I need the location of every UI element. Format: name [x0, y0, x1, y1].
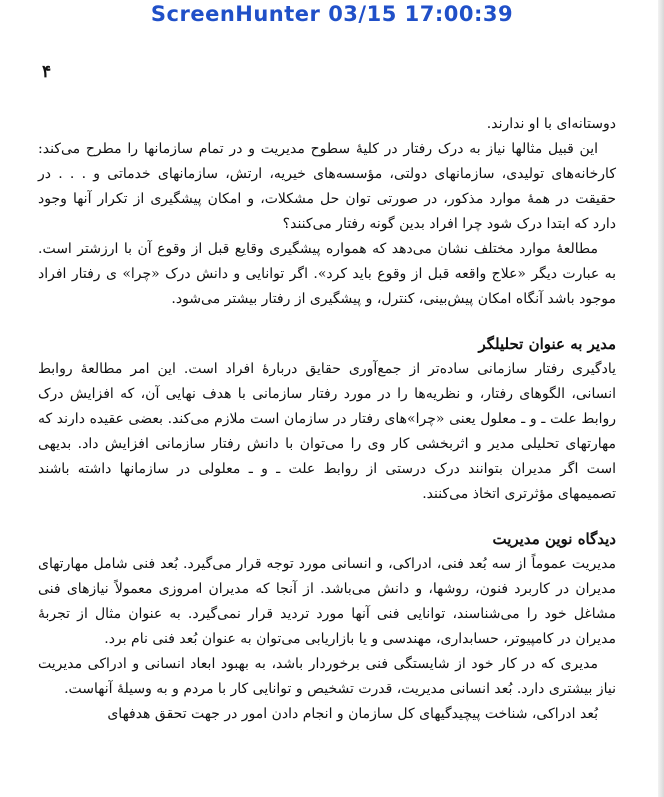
intro-paragraph-3: مطالعهٔ موارد مختلف نشان می‌دهد که همواره پیشگیری وقایع قبل از وقوع آن با ارزشتر است. به عبارت دیگر «علاج واقعه قبل از وقوع باید کرد». اگر توانایی و دانش درک «چرا» ی رفتار افراد موجود باشد آنگاه امکان پیش‌بینی، کنترل، و پیشگیری از رفتار بیشتر می‌شود.	[38, 241, 616, 307]
section-modern-paragraph-1: مدیریت عموماً از سه بُعد فنی، ادراکی، و انسانی مورد توجه قرار می‌گیرد. بُعد فنی شامل مهارتهای مدیران در کاربرد فنون، روشها، و دانش می‌باشد. از آنجا که مدیران امروزی معمولاً نیازهای فنی مشاغل خود را می‌شناسند، توانایی فنی آنها مورد تردید قرار نمی‌گیرد. به عنوان مثال از تجربهٔ مدیران در کامپیوتر، حسابداری، مهندسی و یا بازاریابی می‌توان به عنوان بُعد فنی نام برد.	[38, 556, 616, 647]
page-body	[38, 112, 616, 727]
intro-paragraph-2: این قبیل مثالها نیاز به درک رفتار در کلیهٔ سطوح مدیریت و در تمام سازمانها را مطرح می‌کند: کارخانه‌های تولیدی، سازمانهای دولتی، مؤسسه‌های خیریه، ارتش، سازمانهای خدماتی و . . . در حقیقت در همهٔ موارد مذکور، در صورتی توان حل مشکلات، و امکان پیشگیری از تکرار آنها وجود دارد که ابتدا درک شود چرا افراد بدین گونه رفتار می‌کنند؟	[38, 141, 616, 232]
page-number: ۴	[42, 62, 52, 82]
intro-paragraph-1: دوستانه‌ای با او ندارند.	[486, 116, 616, 132]
section-heading-modern-management: دیدگاه نوین مدیریت	[492, 530, 616, 548]
screenhunter-watermark: ScreenHunter 03/15 17:00:39	[150, 2, 514, 26]
section-analyst	[38, 332, 616, 507]
page-edge-shadow	[658, 0, 664, 797]
section-analyst-paragraph: یادگیری رفتار سازمانی ساده‌تر از جمع‌آوری حقایق دربارهٔ افراد است. این امر مطالعهٔ روابط انسانی، الگوهای رفتار، و نظریه‌ها را در مورد رفتار سازمانی با هدف نهایی آن، که افزایش درک روابط علت ـ و ـ معلول یعنی «چرا»های رفتار در سازمان است ملازم می‌کند. بعضی عقیده دارند که مهارتهای تحلیلی مدیر و اثربخشی کار وی را می‌توان با دانش رفتار سازمانی افزایش داد. بدیهی است اگر مدیران بتوانند درک درستی از روابط علت ـ و ـ معلولی در سازمانها داشته باشند تصمیمهای مؤثرتری اتخاذ می‌کنند.	[38, 361, 616, 502]
section-modern-paragraph-2: مدیری که در کار خود از شایستگی فنی برخوردار باشد، به بهبود ابعاد انسانی و ادراکی مدیریت نیاز بیشتری دارد. بُعد انسانی مدیریت، قدرت تشخیص و توانایی کار با مردم و به وسیلهٔ آنهاست.	[38, 656, 616, 697]
section-heading-analyst: مدیر به عنوان تحلیلگر	[478, 335, 616, 353]
section-modern-management	[38, 527, 616, 727]
section-modern-paragraph-3: بُعد ادراکی، شناخت پیچیدگیهای کل سازمان و انجام دادن امور در جهت تحقق هدفهای	[107, 706, 598, 722]
